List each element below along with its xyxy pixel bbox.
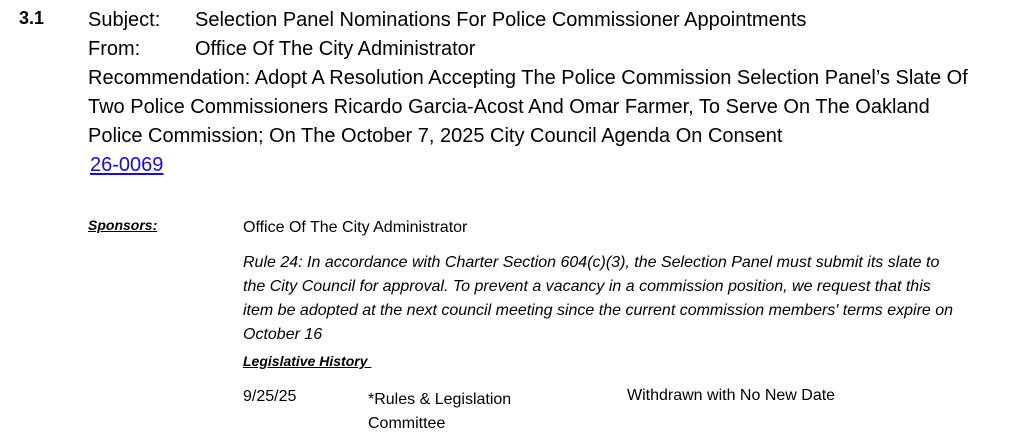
from-label: From: [88, 38, 141, 60]
agenda-item-number: 3.1 [19, 8, 45, 28]
subject-text: Selection Panel Nominations For Police Commissioner Appointments [195, 9, 807, 31]
subject-row [88, 6, 988, 35]
sponsors-label: Sponsors: [88, 217, 158, 233]
sponsors-value: Office Of The City Administrator [243, 219, 468, 236]
legislative-history-heading: Legislative History [243, 353, 372, 369]
from-text: Office Of The City Administrator [195, 38, 476, 60]
history-date: 9/25/25 [243, 388, 297, 405]
history-action: Withdrawn with No New Date [627, 387, 836, 404]
subject-label: Subject: [88, 9, 161, 31]
from-row [88, 35, 988, 64]
file-number-link[interactable]: 26-0069 [90, 154, 164, 176]
rule-note: Rule 24: In accordance with Charter Section 604(c)(3), the Selection Panel must submit its slate to the City Council for approval. To prevent a vacancy in a commission position, we request that this item be adopted at the next council meeting since the current commission members' terms expire on October 16 [243, 254, 954, 343]
history-body: *Rules & Legislation Committee [368, 391, 512, 432]
recommendation-text: Recommendation: Adopt A Resolution Accepting The Police Commission Selection Panel’s Slate Of Two Police Commissioners Ricardo Garcia-Acost And Omar Farmer, To Serve On The Oakland Police Commission; On The October 7, 2025 City Council Agenda On Consent [88, 67, 968, 147]
agenda-item-block [88, 6, 988, 180]
